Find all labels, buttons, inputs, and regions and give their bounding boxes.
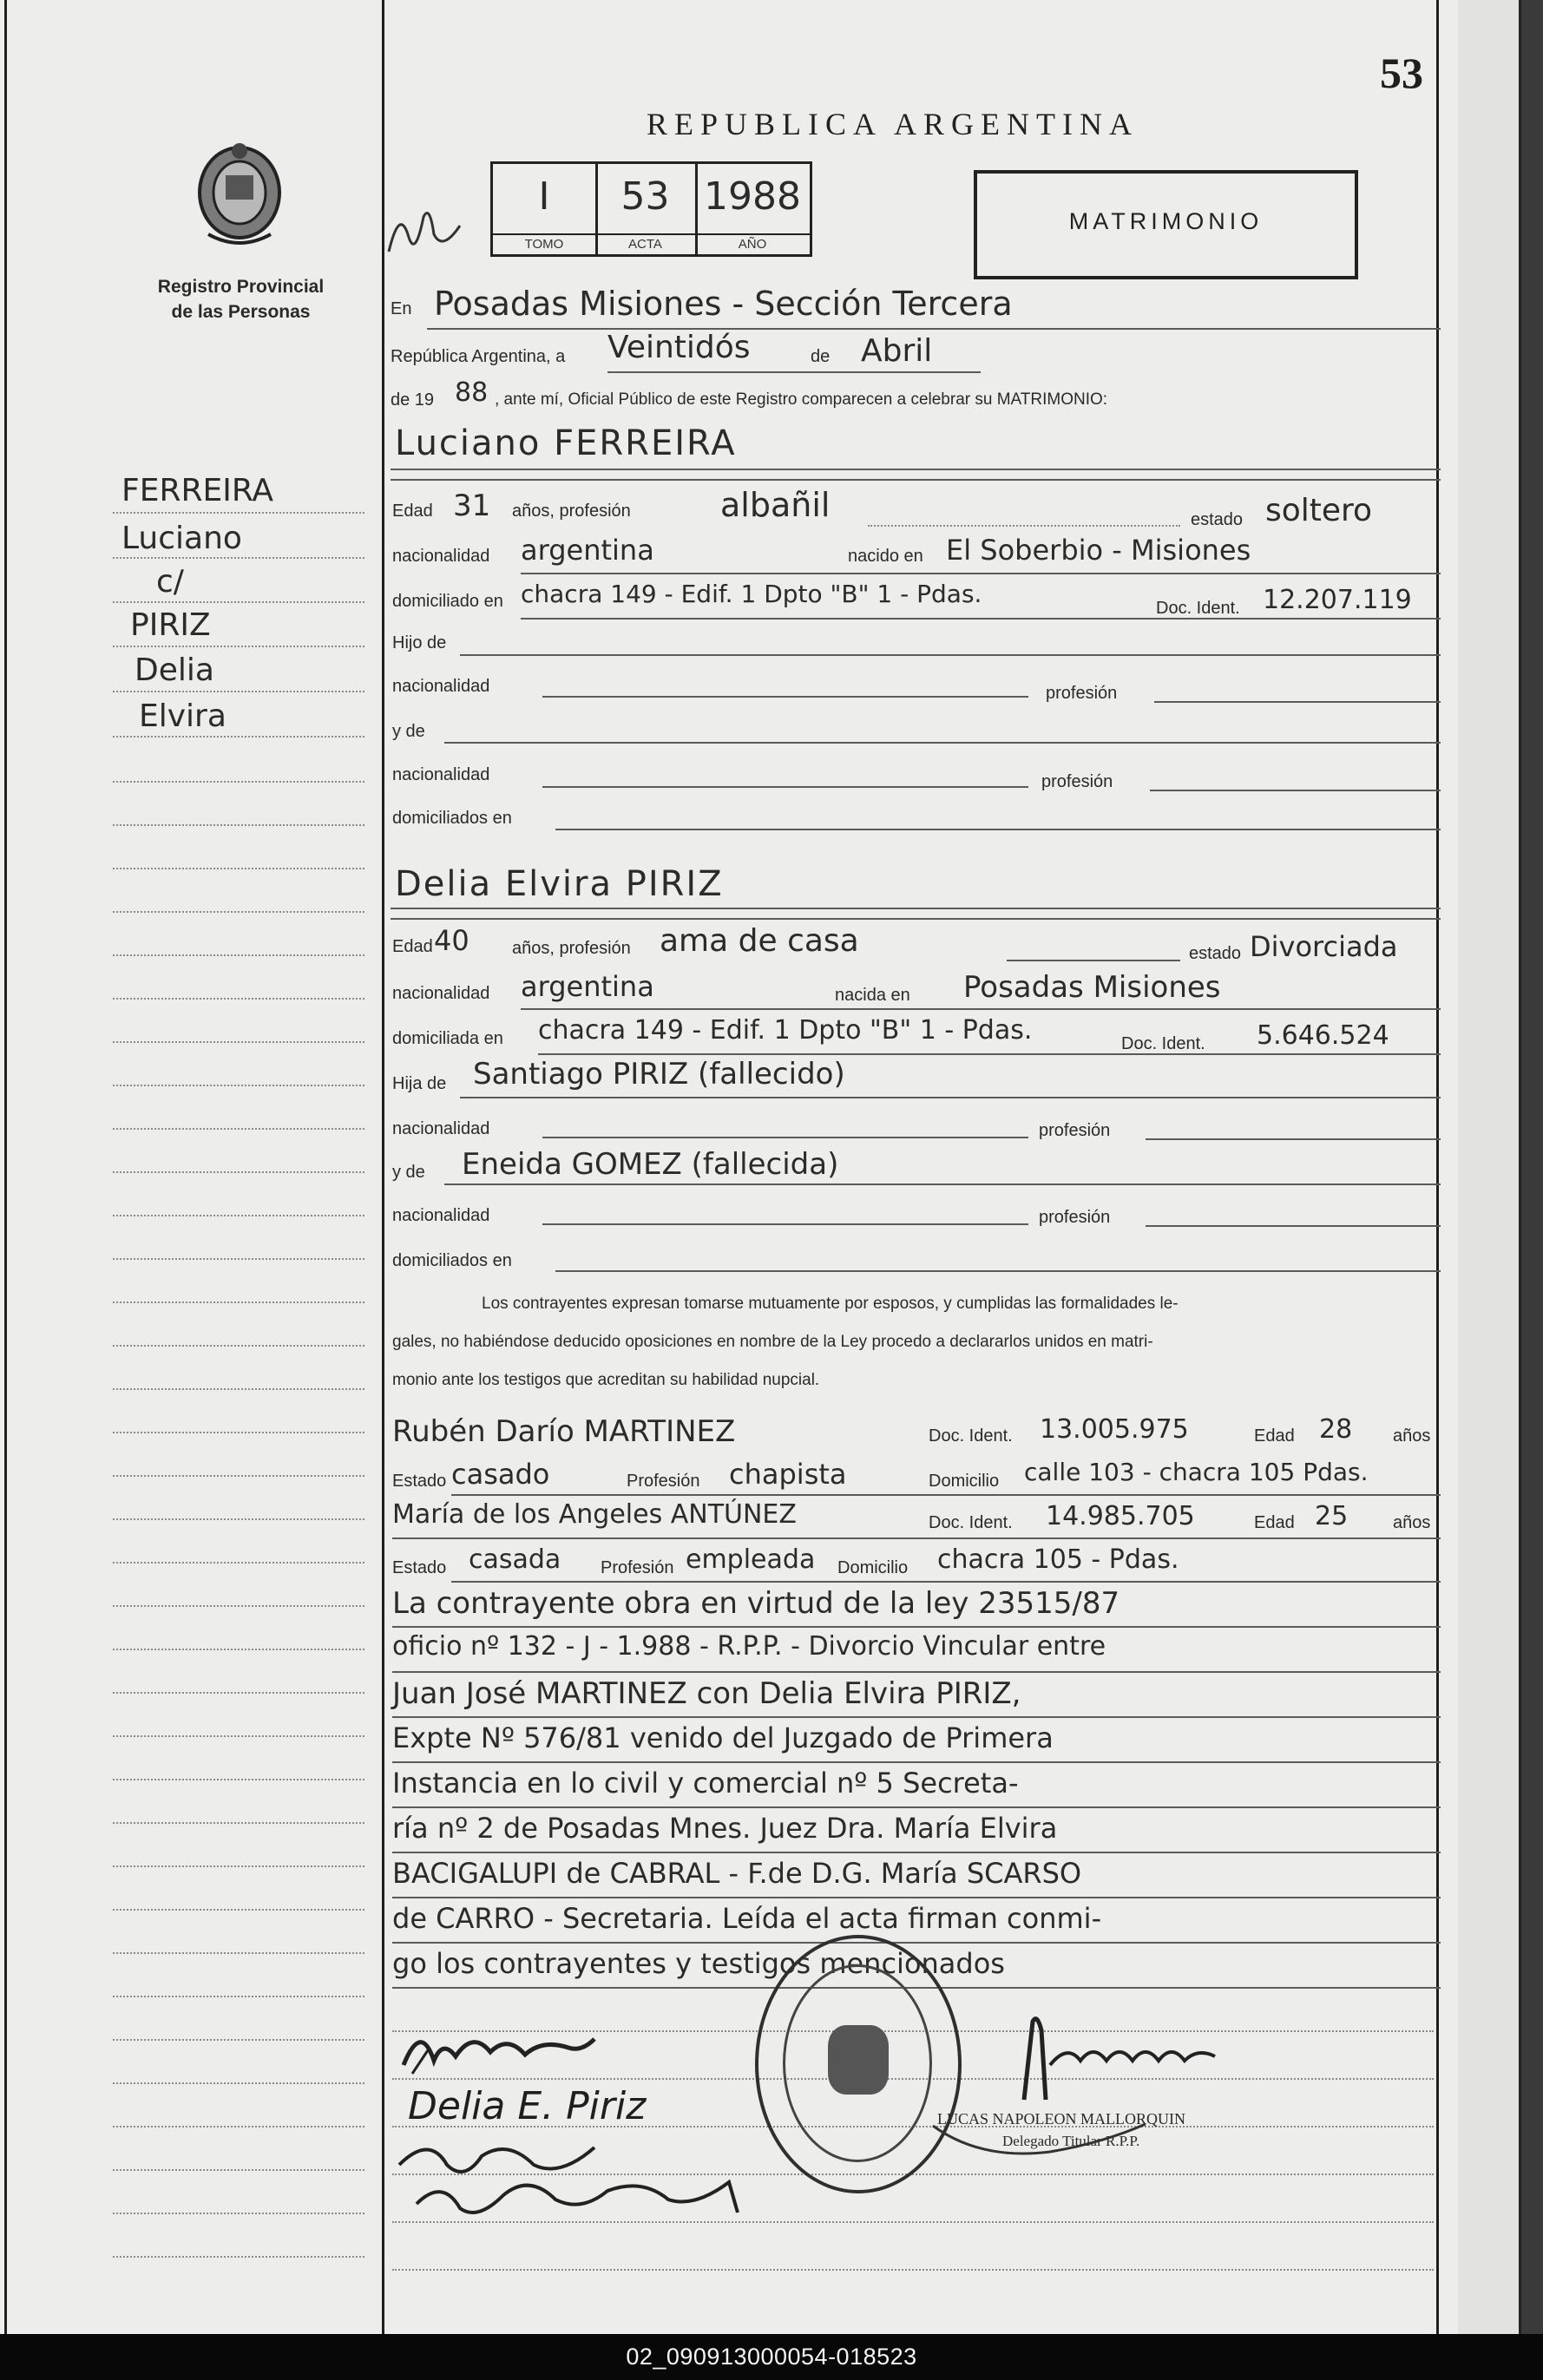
anio-value: 1988 — [704, 174, 801, 219]
day-value: Veintidós — [607, 330, 751, 365]
groom-edad-label: Edad — [392, 502, 433, 521]
margin-rule — [113, 911, 364, 913]
witness2-rule — [451, 1581, 1441, 1583]
footer-code: 02_090913000054-018523 — [626, 2344, 917, 2370]
year-prefix: de 19 — [391, 390, 435, 410]
bride-edad-label: Edad — [392, 937, 433, 956]
margin-rule — [113, 1909, 364, 1911]
witness2-edad-label: Edad — [1254, 1513, 1295, 1532]
bride-father-nac-rule — [542, 1137, 1028, 1138]
note-rule — [392, 1716, 1441, 1718]
bride-estado-label: estado — [1189, 944, 1242, 963]
bride-mother-prof-label: profesión — [1039, 1208, 1111, 1227]
witness2-profesion: empleada — [686, 1544, 816, 1575]
margin-rule — [113, 1952, 364, 1954]
initials-scribble — [382, 200, 469, 269]
margin-rule — [113, 1518, 364, 1520]
margin-rule — [113, 2256, 364, 2258]
margin-rule — [113, 1779, 364, 1780]
margin-rule — [113, 998, 364, 1000]
witness2-profesion-label: Profesión — [601, 1558, 674, 1577]
witness2-domicilio: chacra 105 - Pdas. — [937, 1544, 1179, 1575]
bride-mother: Eneida GOMEZ (fallecida) — [462, 1147, 839, 1182]
note-rule — [392, 1942, 1441, 1944]
month-value: Abril — [861, 333, 933, 369]
note-line-9: go los contrayentes y testigos mencionados — [392, 1947, 1005, 1980]
witness1-anios-label: años — [1393, 1426, 1431, 1446]
margin-name-4: PIRIZ — [130, 607, 211, 643]
margin-rule — [113, 2169, 364, 2171]
groom-hijo-label: Hijo de — [392, 633, 447, 652]
registry-line-2: de las Personas — [171, 302, 311, 322]
witness2-doc-label: Doc. Ident. — [929, 1513, 1013, 1532]
margin-rule — [113, 1865, 364, 1867]
bride-mother-nac-label: nacionalidad — [392, 1206, 490, 1225]
margin-name-2: Luciano — [121, 521, 242, 556]
margin-rule — [113, 1171, 364, 1173]
bride-profesion: ama de casa — [660, 923, 859, 959]
witness2-edad: 25 — [1315, 1501, 1349, 1531]
bride-father-nac-label: nacionalidad — [392, 1119, 490, 1138]
de-label: de — [811, 347, 831, 366]
margin-rule — [113, 1128, 364, 1130]
witness1-doc-label: Doc. Ident. — [929, 1426, 1013, 1446]
note-line-6: ría nº 2 de Posadas Mnes. Juez Dra. María Elvira — [392, 1812, 1058, 1845]
witness1-domicilio-label: Domicilio — [929, 1472, 1000, 1491]
witness1-profesion: chapista — [729, 1458, 847, 1491]
margin-rule — [113, 1996, 364, 1997]
bride-nacida: Posadas Misiones — [963, 970, 1221, 1005]
witness2-name: María de los Angeles ANTÚNEZ — [392, 1499, 797, 1530]
note-rule — [392, 1761, 1441, 1763]
groom-nacido: El Soberbio - Misiones — [946, 534, 1251, 567]
record-type-label: MATRIMONIO — [1068, 208, 1264, 234]
witness1-rule — [451, 1494, 1441, 1496]
bride-nacionalidad: argentina — [521, 970, 654, 1003]
note-line-3: Juan José MARTINEZ con Delia Elvira PIRIZ, — [392, 1676, 1021, 1711]
acta-label: ACTA — [595, 233, 695, 252]
witness1-profesion-label: Profesión — [627, 1472, 700, 1491]
margin-rule — [113, 1041, 364, 1043]
right-border-rule — [1436, 0, 1439, 2334]
bride-nacida-label: nacida en — [835, 986, 910, 1005]
witness2-estado-label: Estado — [392, 1558, 447, 1577]
place-value: Posadas Misiones - Sección Tercera — [434, 285, 1013, 323]
witness1-name: Rubén Darío MARTINEZ — [392, 1414, 736, 1449]
margin-rule — [113, 781, 364, 783]
witness1-estado: casado — [451, 1458, 550, 1491]
bride-hija-label: Hija de — [392, 1074, 447, 1093]
place-rule — [427, 328, 1441, 330]
margin-rule — [113, 824, 364, 826]
groom-nac-label: nacionalidad — [392, 547, 490, 566]
en-label: En — [391, 299, 412, 318]
margin-rule — [113, 1345, 364, 1347]
bride-signature: Delia E. Piriz — [408, 2084, 647, 2128]
note-rule — [392, 1671, 1441, 1673]
groom-doc-label: Doc. Ident. — [1156, 599, 1240, 618]
record-type-box — [974, 170, 1358, 279]
anio-cell — [695, 164, 810, 254]
groom-nacido-label: nacido en — [848, 547, 923, 566]
margin-rule — [113, 1822, 364, 1824]
year-suffix: 88 — [455, 377, 489, 408]
official-name: LUCAS NAPOLEON MALLORQUIN — [937, 2110, 1185, 2128]
margin-rule — [113, 2126, 364, 2128]
note-rule — [392, 1806, 1441, 1808]
note-line-7: BACIGALUPI de CABRAL - F.de D.G. María SCARSO — [392, 1857, 1082, 1890]
bride-mother-nac-rule — [542, 1223, 1028, 1225]
margin-name-3: c/ — [156, 564, 184, 600]
witness1-estado-label: Estado — [392, 1472, 447, 1491]
groom-hijo-rule — [460, 654, 1441, 656]
groom-mother-nac-rule — [542, 786, 1028, 788]
coat-of-arms-emblem — [191, 139, 288, 252]
margin-rule — [113, 2213, 364, 2214]
margin-rule — [113, 646, 364, 647]
bride-name-rule — [391, 908, 1441, 909]
date-rule — [607, 371, 981, 373]
groom-doc: 12.207.119 — [1263, 585, 1412, 615]
note-rule — [392, 1626, 1441, 1628]
tomo-cell — [493, 164, 598, 254]
declaration-line-3: monio ante los testigos que acreditan su habilidad nupcial. — [392, 1371, 820, 1389]
official-signature — [998, 2013, 1232, 2108]
groom-signature — [395, 2013, 603, 2082]
witness1-domicilio: calle 103 - chacra 105 Pdas. — [1024, 1458, 1369, 1486]
bride-domiciliados-rule — [555, 1270, 1441, 1272]
margin-rule — [113, 1562, 364, 1564]
page-number: 53 — [1380, 49, 1423, 97]
margin-rule — [113, 601, 364, 603]
witness1-edad: 28 — [1319, 1414, 1353, 1445]
groom-estado: soltero — [1265, 493, 1373, 528]
margin-rule — [113, 1215, 364, 1216]
bride-profesion-label: años, profesión — [512, 939, 631, 958]
country-heading: REPUBLICA ARGENTINA — [647, 107, 1139, 141]
groom-father-prof-rule — [1154, 701, 1441, 703]
note-line-8: de CARRO - Secretaria. Leída el acta firman conmi- — [392, 1902, 1102, 1935]
bride-dom-rule — [538, 1053, 1441, 1055]
groom-father-nac-rule — [542, 696, 1028, 698]
witness1-doc: 13.005.975 — [1040, 1414, 1189, 1445]
bride-father-prof-rule — [1146, 1138, 1441, 1140]
groom-edad: 31 — [453, 488, 491, 523]
margin-name-1: FERREIRA — [121, 473, 274, 508]
signature-rule — [392, 2269, 1434, 2271]
bride-dom-label: domiciliada en — [392, 1029, 503, 1048]
bride-yde-label: y de — [392, 1163, 425, 1182]
anio-label: AÑO — [695, 233, 810, 252]
groom-yde-label: y de — [392, 722, 425, 741]
groom-domicilio: chacra 149 - Edif. 1 Dpto "B" 1 - Pdas. — [521, 580, 982, 608]
witness1-edad-label: Edad — [1254, 1426, 1295, 1446]
groom-yde-rule — [444, 742, 1441, 744]
margin-rule — [113, 2082, 364, 2084]
margin-rule — [113, 1475, 364, 1477]
margin-rule — [113, 1692, 364, 1694]
groom-line-rule — [868, 525, 1180, 527]
groom-mother-prof-label: profesión — [1041, 772, 1113, 791]
margin-rule — [113, 954, 364, 956]
bride-edad: 40 — [434, 924, 469, 957]
margin-rule — [113, 1735, 364, 1737]
reference-box — [490, 161, 812, 257]
witness2-signature — [408, 2160, 755, 2230]
bride-doc: 5.646.524 — [1257, 1020, 1389, 1051]
bride-domicilio: chacra 149 - Edif. 1 Dpto "B" 1 - Pdas. — [538, 1015, 1033, 1046]
margin-rule — [113, 512, 364, 514]
officer-text: , ante mí, Oficial Público de este Registro comparecen a celebrar su MATRIMONIO: — [495, 390, 1108, 409]
bride-nac-rule — [521, 1008, 1441, 1010]
margin-rule — [113, 736, 364, 738]
declaration-line-1: Los contrayentes expresan tomarse mutuamente por esposos, y cumplidas las formalidades le- — [482, 1295, 1179, 1313]
republica-label: República Argentina, a — [391, 347, 566, 366]
bride-name-rule-2 — [391, 918, 1441, 920]
margin-rule — [113, 868, 364, 869]
page-edge — [1458, 0, 1519, 2334]
groom-domiciliados-rule — [555, 829, 1441, 830]
groom-dom-label: domiciliado en — [392, 592, 503, 611]
witness2-doc: 14.985.705 — [1046, 1501, 1195, 1531]
bride-edad-rule — [1007, 960, 1180, 961]
note-line-1: La contrayente obra en virtud de la ley 23515/87 — [392, 1586, 1120, 1621]
groom-dom-rule — [521, 618, 1441, 620]
groom-nac-rule — [521, 573, 1441, 574]
seal-emblem — [828, 2025, 889, 2095]
margin-rule — [113, 1085, 364, 1086]
groom-mother-prof-rule — [1150, 790, 1441, 791]
tomo-label: TOMO — [493, 233, 595, 252]
margin-rule — [113, 1649, 364, 1650]
note-line-2: oficio nº 132 - J - 1.988 - R.P.P. - Divorcio Vincular entre — [392, 1631, 1106, 1662]
groom-name-rule — [391, 469, 1441, 470]
groom-estado-label: estado — [1191, 510, 1244, 529]
witness2-anios-label: años — [1393, 1513, 1431, 1532]
witness-curve-mark — [929, 2117, 1154, 2160]
margin-name-5: Delia — [135, 652, 214, 688]
declaration-line-2: gales, no habiéndose deducido oposiciones en nombre de la Ley procedo a declararlos unidos en matri- — [392, 1333, 1153, 1351]
bride-father: Santiago PIRIZ (fallecido) — [473, 1057, 845, 1092]
groom-nacionalidad: argentina — [521, 534, 654, 567]
groom-profesion-label: años, profesión — [512, 502, 631, 521]
margin-rule — [113, 2039, 364, 2041]
margin-rule — [113, 1605, 364, 1607]
bride-nac-label: nacionalidad — [392, 984, 490, 1003]
bride-hija-rule — [460, 1097, 1441, 1098]
groom-father-nac-label: nacionalidad — [392, 677, 490, 696]
groom-domiciliados-label: domiciliados en — [392, 809, 512, 828]
groom-profesion: albañil — [720, 486, 831, 524]
bride-estado: Divorciada — [1250, 930, 1398, 963]
margin-rule — [113, 1388, 364, 1390]
margin-rule — [113, 1432, 364, 1433]
margin-name-6: Elvira — [139, 698, 227, 734]
note-line-4: Expte Nº 576/81 venido del Juzgado de Primera — [392, 1721, 1054, 1754]
margin-rule — [113, 691, 364, 692]
bride-yde-rule — [444, 1183, 1441, 1185]
groom-name: Luciano FERREIRA — [395, 423, 737, 463]
groom-name-rule-2 — [391, 479, 1441, 481]
note-rule — [392, 1897, 1441, 1898]
margin-rule — [113, 1301, 364, 1303]
margin-rule — [113, 1258, 364, 1260]
bride-name: Delia Elvira PIRIZ — [395, 864, 724, 904]
margin-rule — [113, 557, 364, 559]
tomo-value: I — [538, 174, 550, 219]
margin-divider — [382, 0, 384, 2334]
bride-doc-label: Doc. Ident. — [1121, 1034, 1205, 1053]
official-title: Delegado Titular R.P.P. — [1002, 2133, 1140, 2149]
bride-mother-prof-rule — [1146, 1225, 1441, 1227]
groom-father-prof-label: profesión — [1046, 684, 1118, 703]
registry-name — [117, 274, 364, 325]
witness2-domicilio-label: Domicilio — [837, 1558, 909, 1577]
bride-domiciliados-label: domiciliados en — [392, 1251, 512, 1270]
note-line-5: Instancia en lo civil y comercial nº 5 Secreta- — [392, 1767, 1019, 1800]
witness2-estado: casada — [469, 1544, 561, 1575]
note-rule — [392, 1852, 1441, 1853]
bride-father-prof-label: profesión — [1039, 1121, 1111, 1140]
left-binding-rule — [4, 0, 7, 2334]
registry-line-1: Registro Provincial — [157, 277, 325, 297]
acta-value: 53 — [620, 174, 670, 219]
acta-cell — [595, 164, 698, 254]
witness2-name-rule — [392, 1537, 1441, 1539]
groom-mother-nac-label: nacionalidad — [392, 765, 490, 784]
